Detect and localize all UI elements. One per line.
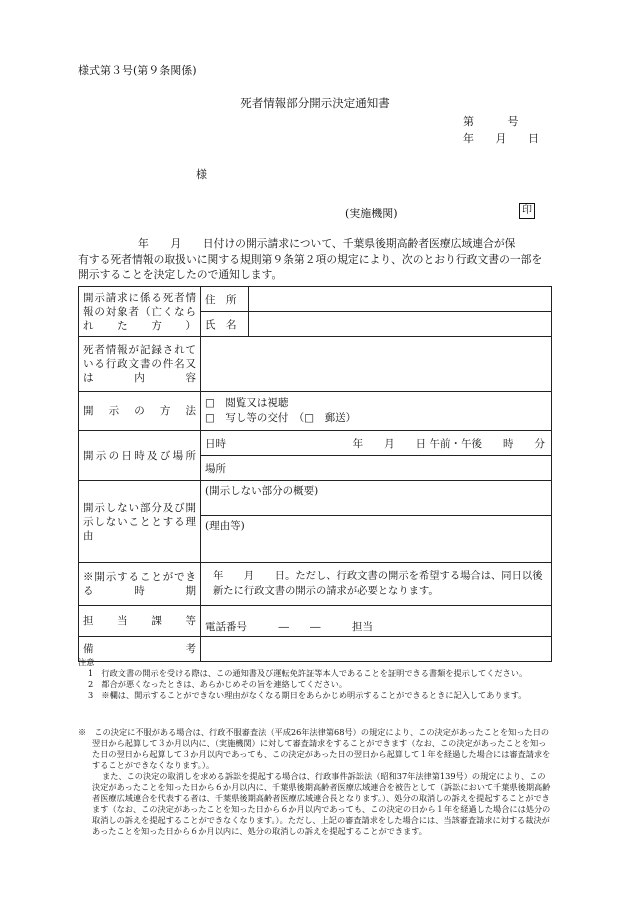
method-options[interactable] <box>201 392 552 431</box>
datetime-value[interactable]: 年 月 日 午前・午後 時 分 <box>249 431 552 456</box>
note-item: 3 ※欄は、開示することができない理由がなくなる期日をあらかじめ明示することができるときに記入してあります。 <box>88 690 527 700</box>
address-field[interactable] <box>249 287 552 312</box>
note-item: 1 行政文書の開示を受ける際は、この通知書及び運転免許証等本人であることを証明できる書類を提示してください。 <box>88 668 528 678</box>
nondisclosure-label: 開示しない部分及び開示しないこととする理由 <box>79 481 201 563</box>
docname-field[interactable] <box>201 337 552 392</box>
reason-label: (理由等) <box>205 520 245 532</box>
contact-text[interactable]: 電話番号 ― ― 担当 <box>201 606 552 637</box>
remarks-label: 備 考 <box>79 637 201 662</box>
address-label: 住 所 <box>201 287 249 312</box>
method-option-view[interactable]: □ 閲覧又は視聴 <box>205 397 289 409</box>
intro-rest: 有する死者情報の取扱いに関する規則第９条第２項の規定により、次のとおり行政文書の一部を開示することを決定したので通知します。 <box>78 252 543 281</box>
notes-section <box>78 657 552 701</box>
appeal-paragraph-1: ※ この決定に不服がある場合は、行政不服審査法（平成26年法律第68号）の規定により、この決定があったことを知った日の翌日から起算して３か月以内に、（実施機関）に対して審査請求をすることができます（なお、この決定があったことを知った日の翌日から起算して３か月以内であっても、この決定があった日の翌日から起算して１年を経過した場合には審査請求をすることができなくなります。）。 <box>78 727 551 770</box>
intro-line-1: 年 月 日付けの開示請求について、千葉県後期高齢者医療広域連合が保 <box>138 237 516 250</box>
datetime-label: 日時 <box>201 431 249 456</box>
reason-field[interactable] <box>201 516 552 563</box>
method-label: 開 示 の 方 法 <box>79 392 201 431</box>
document-number: 第 号 <box>463 115 519 128</box>
name-field[interactable] <box>249 312 552 337</box>
intro-paragraph <box>78 236 552 283</box>
datetime-place-label: 開示の日時及び場所 <box>79 431 201 481</box>
seal-box: 印 <box>519 203 535 219</box>
notice-table <box>78 286 552 662</box>
place-field[interactable] <box>249 456 552 481</box>
document-title: 死者情報部分開示決定通知書 <box>240 96 390 110</box>
docname-label: 死者情報が記録されている行政文書の件名又は内容 <box>79 337 201 392</box>
form-id: 様式第３号(第９条関係) <box>78 64 197 77</box>
appeal-remark <box>78 727 552 837</box>
period-text: 年 月 日。ただし、行政文書の開示を希望する場合は、同日以後新たに行政文書の開示の請求が必要となります。 <box>201 563 552 606</box>
summary-field[interactable] <box>201 481 552 516</box>
method-option-copy[interactable]: □ 写し等の交付 （□ 郵送） <box>205 412 357 424</box>
period-label: ※開示することができる時期 <box>79 563 201 606</box>
subject-label: 開示請求に係る死者情報の対象者（亡くなられた方） <box>79 287 201 337</box>
name-label: 氏 名 <box>201 312 249 337</box>
summary-label: (開示しない部分の概要) <box>205 485 319 497</box>
contact-label: 担 当 課 等 <box>79 606 201 637</box>
notes-heading: 注意 <box>78 657 95 667</box>
issuing-agency: (実施機関) <box>345 207 398 220</box>
document-date: 年 月 日 <box>463 132 539 145</box>
appeal-paragraph-2: また、この決定の取消しを求める訴訟を提起する場合は、行政事件訴訟法（昭和37年法律第139号）の規定により、この決定があったことを知った日から６か月以内に、千葉県後期高齢者医療広域連合を被告として（訴訟において千葉県後期高齢者医療広域連合を代表する者は、千葉県後期高齢者医療広域連合長となります。）、処分の取消しの訴えを提起することができます（なお、この決定があったことを知った日から６か月以内であっても、この決定の日から１年を経過した場合には処分の取消しの訴えを提起することができなくなります。）。ただし、上記の審査請求をした場合には、当該審査請求に対する裁決があったことを知った日から６か月以内に、処分の取消しの訴えを提起することができます。 <box>92 771 551 836</box>
recipient-honorific: 様 <box>196 168 207 181</box>
note-item: 2 都合が悪くなったときは、あらかじめその旨を連絡してください。 <box>88 679 348 689</box>
place-label: 場所 <box>201 456 249 481</box>
